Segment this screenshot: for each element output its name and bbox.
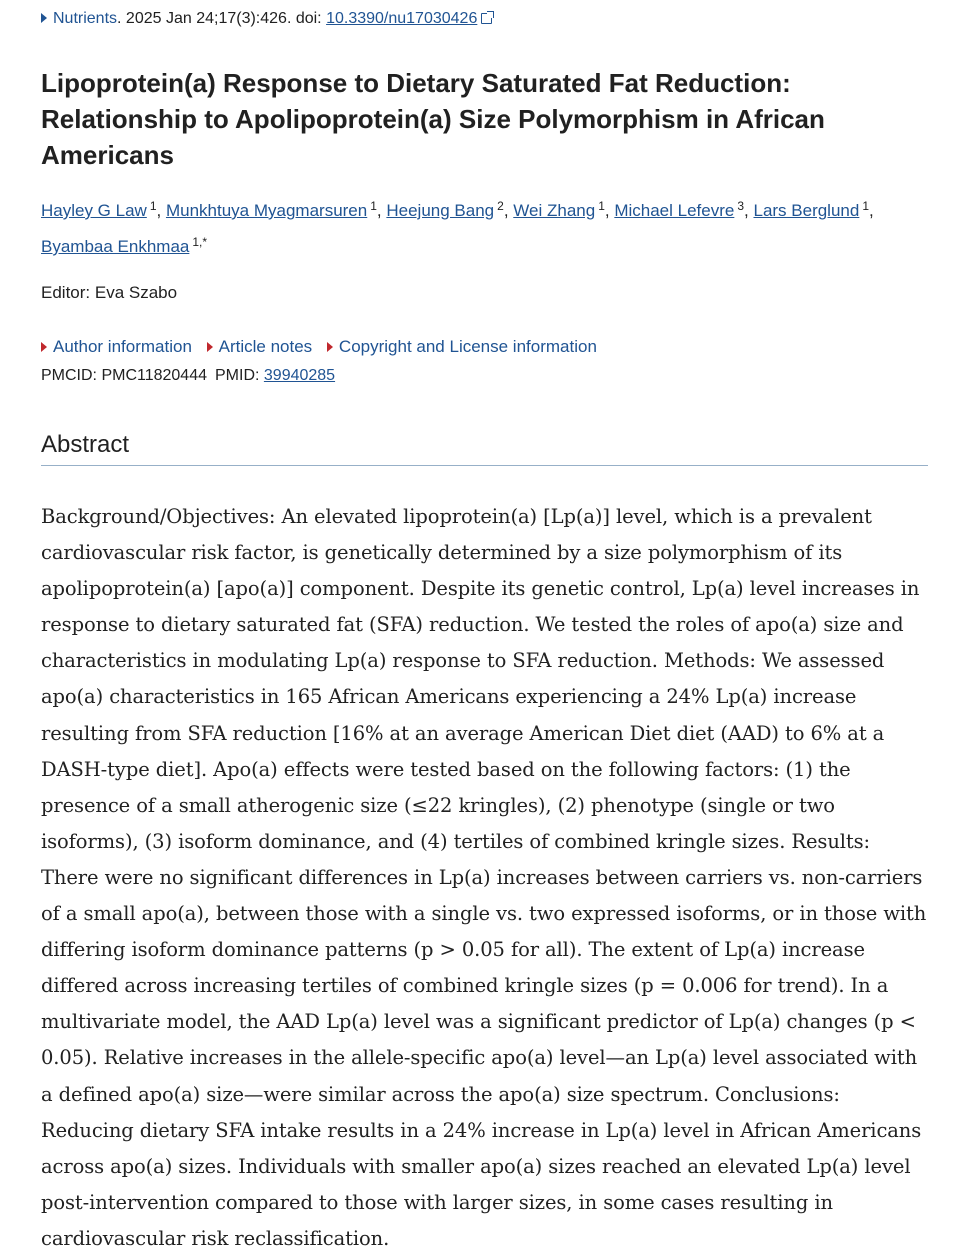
author-affiliation: 1 [862,199,870,213]
editor-line: Editor: Eva Szabo [41,283,178,302]
citation-details: . 2025 Jan 24;17(3):426. doi: [117,10,327,27]
author-link[interactable]: Byambaa Enkhmaa [41,237,190,256]
abstract-heading: Abstract [41,431,928,466]
author-link[interactable]: Munkhtuya Myagmarsuren [165,201,368,220]
triangle-right-icon [207,342,213,352]
article-title: Lipoprotein(a) Response to Dietary Saturated Fat Reduction: Relationship to Apolipoprotein(a) Size Polymorphism in African Americans [41,68,825,170]
author-link[interactable]: Michael Lefevre [614,201,735,220]
author-list: Hayley G Law $^1$, Munkhtuya Myagmarsuren $^1$, Heejung Bang $^2$, Wei Zhang $^1$, Michael Lefevre $^3$, Lars Berglund $^1$, Byambaa Enkhmaa $^{1,*}$ [41,199,874,256]
author-link[interactable]: Lars Berglund [753,201,860,220]
author-information-label: Author information [53,337,192,356]
article-info-links [41,337,928,357]
author-affiliation: 2 [497,199,504,213]
pmid-link[interactable]: 39940285 [263,367,336,384]
citation-line [41,0,928,29]
triangle-right-icon [41,342,47,352]
author-affiliation: 3 [737,199,745,213]
triangle-right-icon[interactable] [41,13,47,23]
author-information-toggle[interactable] [41,337,192,356]
pmid-label: PMID: [215,367,264,384]
article-notes-toggle[interactable] [207,337,313,356]
external-link-icon[interactable] [481,13,492,24]
author-affiliation: 1 [370,199,377,213]
copyright-license-toggle[interactable] [327,337,597,356]
triangle-right-icon [327,342,333,352]
author-link[interactable]: Hayley G Law [41,201,147,220]
author-link[interactable]: Wei Zhang [513,201,596,220]
pmcid: PMCID: PMC11820444 [41,367,207,384]
journal-link[interactable]: Nutrients [53,10,118,27]
copyright-license-label: Copyright and License information [338,337,597,356]
author-affiliation: 1,* [192,235,208,249]
author-affiliation: 1 [149,199,157,213]
article-identifiers [41,367,928,385]
doi-link[interactable]: 10.3390/nu17030426 [326,10,478,27]
abstract-text: Background/Objectives: An elevated lipoprotein(a) [Lp(a)] level, which is a prevalent cardiovascular risk factor, is genetically determined by a size polymorphism of its apolipoprotein(a) [apo(a)] component. Despite its genetic control, Lp(a) level increases in response to dietary saturated fat (SFA) reduction. We tested the roles of apo(a) size and characteristics in modulating Lp(a) response to SFA reduction. Methods: We assessed apo(a) characteristics in 165 African Americans experiencing a 24% Lp(a) increase resulting from SFA reduction [16% at an average American Diet diet (AAD) to 6% at a DASH-type diet]. Apo(a) effects were tested based on the following factors: (1) the presence of a small atherogenic size (≤22 kringles), (2) phenotype (single or two isoforms), (3) isoform dominance, and (4) tertiles of combined kringle sizes. Results: There were no significant differences in Lp(a) increases between carriers vs. non-carriers of a small apo(a), between those with a single vs. two expressed isoforms, or in those with differing isoform dominance patterns (p > 0.05 for all). The extent of Lp(a) increase differed across increasing tertiles of combined kringle sizes (p = 0.006 for trend). In a multivariate model, the AAD Lp(a) level was a significant predictor of Lp(a) changes (p < 0.05). Relative increases in the allele-specific apo(a) level—an Lp(a) level associated with a defined apo(a) size—were similar across the apo(a) size spectrum. Conclusions: Reducing dietary SFA intake results in a 24% increase in Lp(a) level in African Americans across apo(a) sizes. Individuals with smaller apo(a) sizes reached an elevated Lp(a) level post-intervention compared to those with larger sizes, in some cases resulting in cardiovascular risk reclassification. [41,505,927,1250]
article-notes-label: Article notes [218,337,313,356]
author-link[interactable]: Heejung Bang [386,201,495,220]
author-affiliation: 1 [598,199,605,213]
